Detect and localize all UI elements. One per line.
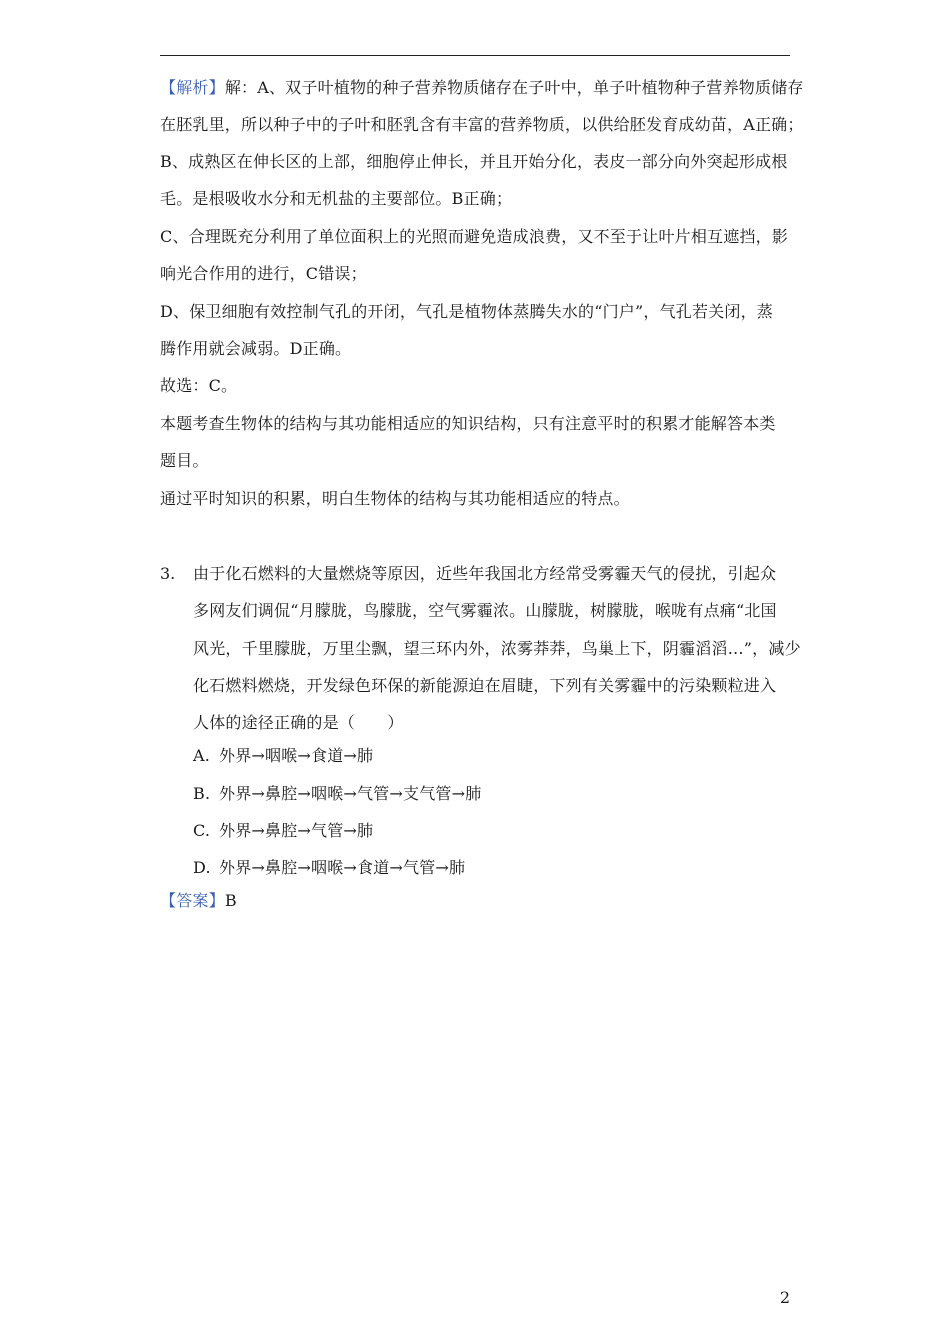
option-letter: C. <box>193 821 211 840</box>
question-number: 3. <box>160 564 176 583</box>
analysis-line-6: 响光合作用的进行，C错误； <box>160 264 367 283</box>
analysis-line-7: D、保卫细胞有效控制气孔的开闭，气孔是植物体蒸腾失水的“门户”，气孔若关闭，蒸 <box>160 302 773 321</box>
analysis-tag: 【解析】 <box>160 78 225 97</box>
analysis-line-10: 本题考查生物体的结构与其功能相适应的知识结构，只有注意平时的积累才能解答本类 <box>160 414 776 433</box>
answer-tag: 【答案】 <box>160 891 225 910</box>
option-text: 外界→鼻腔→咽喉→食道→气管→肺 <box>219 858 466 877</box>
option-a <box>193 746 373 766</box>
analysis-line-8: 腾作用就会减弱。D正确。 <box>160 339 352 358</box>
header-rule <box>160 55 790 56</box>
answer-value: B <box>224 891 237 910</box>
analysis-line-4: 毛。是根吸收水分和无机盐的主要部位。B正确； <box>160 189 513 208</box>
answer-line <box>160 891 237 911</box>
page-number: 2 <box>779 1288 790 1307</box>
option-c <box>193 821 373 841</box>
option-text: 外界→咽喉→食道→肺 <box>219 746 374 765</box>
question-line-4: 化石燃料燃烧，开发绿色环保的新能源迫在眉睫，下列有关雾霾中的污染颗粒进入 <box>193 676 777 695</box>
analysis-line-11: 题目。 <box>160 451 209 470</box>
option-b <box>193 784 481 804</box>
question-line-1: 由于化石燃料的大量燃烧等原因，近些年我国北方经常受雾霾天气的侵扰，引起众 <box>193 564 777 583</box>
analysis-line-3: B、成熟区在伸长区的上部，细胞停止伸长，并且开始分化，表皮一部分向外突起形成根 <box>160 152 788 171</box>
option-text: 外界→鼻腔→咽喉→气管→支气管→肺 <box>219 784 482 803</box>
option-d <box>193 858 465 878</box>
question-line-2: 多网友们调侃“月朦胧，鸟朦胧，空气雾霾浓。山朦胧，树朦胧，喉咙有点痛“北国 <box>193 601 777 620</box>
analysis-text: 解：A、双子叶植物的种子营养物质储存在子叶中，单子叶植物种子营养物质储存 <box>224 78 804 97</box>
option-letter: B. <box>193 784 211 803</box>
option-letter: D. <box>193 858 211 877</box>
option-letter: A. <box>193 746 211 765</box>
analysis-line-12: 通过平时知识的积累，明白生物体的结构与其功能相适应的特点。 <box>160 489 630 508</box>
question-line-5: 人体的途径正确的是（ ） <box>193 713 404 732</box>
analysis-line-5: C、合理既充分利用了单位面积上的光照而避免造成浪费，又不至于让叶片相互遮挡，影 <box>160 227 789 246</box>
analysis-line-9: 故选：C。 <box>160 376 238 395</box>
question-line-3: 风光，千里朦胧，万里尘飘，望三环内外，浓雾莽莽，鸟巢上下，阴霾滔滔…”，减少 <box>193 639 801 658</box>
option-text: 外界→鼻腔→气管→肺 <box>219 821 374 840</box>
analysis-line-2: 在胚乳里，所以种子中的子叶和胚乳含有丰富的营养物质，以供给胚发育成幼苗，A正确； <box>160 115 804 134</box>
analysis-line-1 <box>160 78 804 98</box>
